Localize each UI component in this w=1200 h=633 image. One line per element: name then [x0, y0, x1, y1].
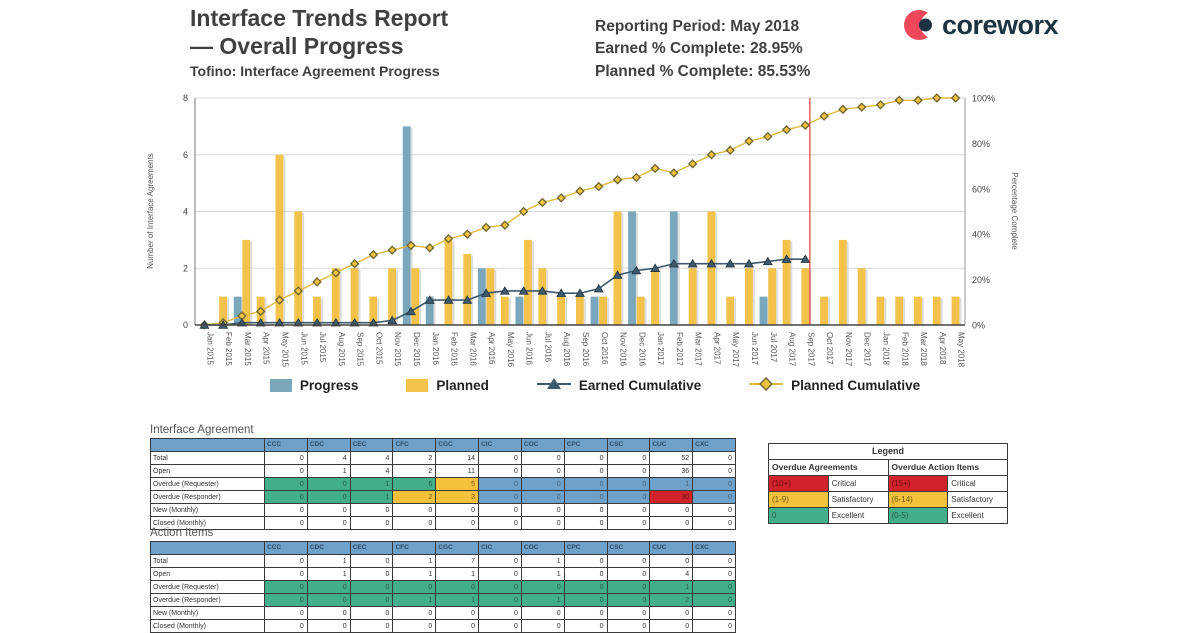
column-header: CPC: [564, 439, 607, 452]
svg-text:60%: 60%: [972, 184, 991, 195]
value-cell: 0: [393, 517, 436, 530]
corner-header-cell: [151, 439, 265, 452]
value-cell: 0: [265, 555, 308, 568]
value-cell: 0: [479, 568, 522, 581]
value-cell: 0: [564, 491, 607, 504]
value-cell: 0: [479, 594, 522, 607]
action-items-table: [150, 541, 736, 633]
report-info-block: [595, 16, 810, 83]
svg-text:May 2016: May 2016: [505, 332, 515, 368]
column-header: CIC: [479, 439, 522, 452]
value-cell: 0: [521, 607, 564, 620]
value-cell: 1: [350, 491, 393, 504]
value-cell: 0: [607, 555, 650, 568]
page-title-line2: — Overall Progress: [190, 33, 404, 60]
value-cell: 0: [436, 607, 479, 620]
planned-cumulative-marker-icon: [749, 377, 783, 394]
value-cell: 1: [307, 465, 350, 478]
value-cell: 0: [307, 504, 350, 517]
chart-legend: [155, 377, 1035, 394]
svg-text:Aug 2015: Aug 2015: [336, 332, 346, 367]
value-cell: 0: [564, 581, 607, 594]
value-cell: 0: [564, 504, 607, 517]
value-cell: 1: [307, 555, 350, 568]
svg-text:Oct 2016: Oct 2016: [599, 332, 609, 365]
column-header: CXC: [693, 542, 736, 555]
value-cell: 0: [607, 594, 650, 607]
value-cell: 0: [307, 620, 350, 633]
value-cell: 0: [521, 465, 564, 478]
value-cell: 6: [393, 478, 436, 491]
svg-text:Oct 2015: Oct 2015: [374, 332, 384, 365]
action-items-title: Action Items: [150, 527, 214, 539]
svg-text:Sep 2017: Sep 2017: [806, 332, 816, 367]
svg-text:Oct 2017: Oct 2017: [825, 332, 835, 365]
legend-label: Progress: [299, 378, 359, 393]
column-header: CPC: [564, 542, 607, 555]
value-cell: 0: [693, 478, 736, 491]
interface-agreement-title: Interface Agreement: [150, 424, 254, 436]
value-cell: 0: [479, 620, 522, 633]
value-cell: 0: [564, 568, 607, 581]
value-cell: 0: [607, 465, 650, 478]
value-cell: 1: [350, 478, 393, 491]
svg-text:Mar 2016: Mar 2016: [468, 332, 478, 366]
value-cell: 7: [436, 555, 479, 568]
value-cell: 0: [521, 581, 564, 594]
value-cell: 2: [393, 491, 436, 504]
value-cell: 1: [393, 568, 436, 581]
value-cell: 0: [607, 504, 650, 517]
value-cell: 0: [693, 594, 736, 607]
progress-swatch-icon: [270, 379, 292, 392]
value-cell: 0: [350, 568, 393, 581]
svg-text:Jan 2015: Jan 2015: [205, 332, 215, 365]
value-cell: 0: [265, 581, 308, 594]
value-cell: 0: [265, 620, 308, 633]
table-row: [151, 607, 736, 620]
corner-header-cell: [151, 542, 265, 555]
value-cell: 0: [436, 620, 479, 633]
svg-text:100%: 100%: [972, 93, 996, 104]
value-cell: 0: [350, 607, 393, 620]
column-header: CSC: [607, 439, 650, 452]
column-header: CGC: [436, 542, 479, 555]
legend-label: Planned: [436, 378, 489, 393]
value-cell: 4: [307, 452, 350, 465]
column-header: CSC: [607, 542, 650, 555]
value-cell: 0: [607, 517, 650, 530]
value-cell: 0: [650, 620, 693, 633]
row-label: Open: [151, 465, 265, 478]
value-cell: 0: [265, 465, 308, 478]
column-header: COC: [521, 439, 564, 452]
action-items-status-label: Excellent: [948, 508, 1008, 524]
svg-text:Aug 2017: Aug 2017: [787, 332, 797, 367]
value-cell: 0: [393, 620, 436, 633]
table-row: [151, 465, 736, 478]
value-cell: 0: [307, 491, 350, 504]
value-cell: 36: [650, 465, 693, 478]
action-items-status-label: Satisfactory: [948, 492, 1008, 508]
value-cell: 1: [521, 594, 564, 607]
value-cell: 0: [350, 555, 393, 568]
page-title: [190, 4, 448, 60]
svg-text:Apr 2016: Apr 2016: [487, 332, 497, 365]
value-cell: 0: [564, 620, 607, 633]
action-items-range: (0-5): [888, 508, 948, 524]
row-label: Total: [151, 555, 265, 568]
value-cell: 0: [607, 581, 650, 594]
value-cell: 0: [564, 465, 607, 478]
svg-text:8: 8: [182, 93, 188, 103]
value-cell: 0: [650, 555, 693, 568]
value-cell: 2: [650, 594, 693, 607]
value-cell: 0: [350, 517, 393, 530]
legend-item-planned-cumulative: [749, 377, 920, 394]
column-header: CDC: [307, 542, 350, 555]
svg-text:May 2015: May 2015: [280, 332, 290, 368]
value-cell: 0: [479, 555, 522, 568]
svg-text:Dec 2015: Dec 2015: [411, 332, 421, 367]
table-row: [151, 491, 736, 504]
value-cell: 0: [693, 581, 736, 594]
value-cell: 0: [564, 478, 607, 491]
value-cell: 0: [307, 517, 350, 530]
svg-text:0: 0: [182, 320, 188, 330]
value-cell: 0: [521, 620, 564, 633]
agreements-status-label: Satisfactory: [828, 492, 888, 508]
value-cell: 4: [350, 452, 393, 465]
svg-text:Sep 2016: Sep 2016: [581, 332, 590, 367]
value-cell: 0: [393, 581, 436, 594]
svg-text:80%: 80%: [972, 138, 991, 149]
status-legend-row: [769, 508, 1008, 524]
action-items-range: (15+): [888, 476, 948, 492]
value-cell: 0: [693, 555, 736, 568]
value-cell: 1: [521, 555, 564, 568]
value-cell: 0: [350, 620, 393, 633]
table-row: [151, 581, 736, 594]
svg-text:Feb 2015: Feb 2015: [224, 332, 234, 366]
value-cell: 3: [436, 491, 479, 504]
table-row: [151, 620, 736, 633]
value-cell: 0: [265, 478, 308, 491]
value-cell: 0: [479, 478, 522, 491]
svg-text:Apr 2015: Apr 2015: [261, 332, 271, 365]
value-cell: 0: [693, 607, 736, 620]
table-row: [151, 555, 736, 568]
page-subtitle: Tofino: Interface Agreement Progress: [190, 63, 440, 80]
svg-text:6: 6: [182, 149, 188, 160]
agreements-range: (1-9): [769, 492, 829, 508]
value-cell: 0: [265, 504, 308, 517]
agreements-status-label: Critical: [828, 476, 888, 492]
row-label: Overdue (Requester): [151, 478, 265, 491]
coreworx-logo-text: coreworx: [942, 9, 1059, 40]
svg-text:Feb 2018: Feb 2018: [900, 332, 910, 366]
svg-text:Jan 2017: Jan 2017: [656, 332, 666, 365]
row-label: Overdue (Responder): [151, 491, 265, 504]
svg-text:Apr 2018: Apr 2018: [937, 332, 947, 365]
value-cell: 0: [479, 607, 522, 620]
svg-text:Jun 2017: Jun 2017: [750, 332, 760, 365]
value-cell: 0: [650, 504, 693, 517]
value-cell: 0: [521, 491, 564, 504]
legend-label: Earned Cumulative: [578, 378, 702, 393]
value-cell: 0: [564, 607, 607, 620]
value-cell: 0: [693, 517, 736, 530]
value-cell: 1: [307, 568, 350, 581]
svg-text:Mar 2015: Mar 2015: [242, 332, 252, 366]
value-cell: 0: [693, 620, 736, 633]
overdue-action-items-header: Overdue Action Items: [888, 460, 1008, 476]
svg-text:Apr 2017: Apr 2017: [712, 332, 722, 365]
overdue-agreements-header: Overdue Agreements: [769, 460, 889, 476]
action-items-section: [150, 527, 736, 633]
svg-text:20%: 20%: [972, 275, 991, 286]
value-cell: 0: [650, 607, 693, 620]
value-cell: 0: [607, 478, 650, 491]
value-cell: 0: [307, 581, 350, 594]
value-cell: 0: [607, 491, 650, 504]
value-cell: 0: [564, 555, 607, 568]
earned-cumulative-marker-icon: [537, 377, 571, 394]
table-row: [151, 452, 736, 465]
svg-text:May 2018: May 2018: [956, 332, 966, 368]
svg-text:Dec 2016: Dec 2016: [637, 332, 647, 367]
row-label: Total: [151, 452, 265, 465]
svg-text:Mar 2017: Mar 2017: [693, 332, 703, 366]
value-cell: 0: [607, 568, 650, 581]
status-legend-table: [768, 443, 1008, 524]
value-cell: 2: [393, 465, 436, 478]
interface-agreement-table: [150, 438, 736, 530]
row-label: Overdue (Responder): [151, 594, 265, 607]
value-cell: 0: [265, 607, 308, 620]
agreements-range: 0: [769, 508, 829, 524]
svg-text:Aug 2016: Aug 2016: [562, 332, 572, 367]
value-cell: 0: [693, 465, 736, 478]
value-cell: 0: [521, 504, 564, 517]
value-cell: 0: [265, 594, 308, 607]
value-cell: 1: [393, 555, 436, 568]
value-cell: 0: [479, 581, 522, 594]
svg-text:Jun 2016: Jun 2016: [524, 332, 534, 365]
status-legend-row: [769, 492, 1008, 508]
value-cell: 0: [436, 504, 479, 517]
value-cell: 1: [650, 478, 693, 491]
column-header: CUC: [650, 439, 693, 452]
earned-percent-complete: Earned % Complete: 28.95%: [595, 40, 803, 58]
column-header: CEC: [350, 439, 393, 452]
action-items-range: (6-14): [888, 492, 948, 508]
value-cell: 4: [350, 465, 393, 478]
row-label: Open: [151, 568, 265, 581]
value-cell: 2: [393, 452, 436, 465]
interface-agreement-section: [150, 424, 736, 530]
svg-text:2: 2: [182, 263, 188, 274]
svg-text:May 2017: May 2017: [731, 332, 741, 368]
column-header: COC: [521, 542, 564, 555]
value-cell: 0: [564, 594, 607, 607]
svg-text:Nov 2015: Nov 2015: [393, 332, 403, 367]
page-title-line1: Interface Trends Report: [190, 5, 449, 31]
value-cell: 0: [350, 504, 393, 517]
value-cell: 0: [265, 452, 308, 465]
value-cell: 0: [393, 607, 436, 620]
planned-percent-complete: Planned % Complete: 85.53%: [595, 62, 811, 80]
value-cell: 0: [607, 607, 650, 620]
value-cell: 0: [693, 568, 736, 581]
row-label: Closed (Monthly): [151, 517, 265, 530]
row-label: New (Monthly): [151, 504, 265, 517]
svg-text:Jan 2016: Jan 2016: [430, 332, 440, 365]
value-cell: 1: [436, 594, 479, 607]
value-cell: 1: [393, 594, 436, 607]
value-cell: 0: [479, 504, 522, 517]
value-cell: 0: [307, 607, 350, 620]
value-cell: 4: [650, 568, 693, 581]
svg-text:4: 4: [182, 206, 188, 217]
value-cell: 1: [436, 568, 479, 581]
trends-chart: [140, 88, 1040, 388]
column-header: CDC: [307, 439, 350, 452]
value-cell: 0: [693, 491, 736, 504]
value-cell: 30: [650, 491, 693, 504]
status-legend-row: [769, 476, 1008, 492]
value-cell: 0: [607, 620, 650, 633]
value-cell: 0: [521, 478, 564, 491]
svg-text:Feb 2016: Feb 2016: [449, 332, 459, 366]
svg-text:Sep 2015: Sep 2015: [355, 332, 365, 367]
status-legend-title: Legend: [769, 444, 1008, 460]
value-cell: 0: [307, 594, 350, 607]
svg-text:40%: 40%: [972, 229, 991, 240]
svg-text:Jan 2018: Jan 2018: [881, 332, 891, 365]
column-header: CFC: [393, 542, 436, 555]
svg-text:0%: 0%: [972, 320, 986, 331]
column-header: CCC: [265, 542, 308, 555]
value-cell: 0: [521, 452, 564, 465]
column-header: CCC: [265, 439, 308, 452]
value-cell: 5: [436, 478, 479, 491]
column-header: CFC: [393, 439, 436, 452]
table-row: [151, 594, 736, 607]
value-cell: 0: [393, 504, 436, 517]
value-cell: 14: [436, 452, 479, 465]
value-cell: 52: [650, 452, 693, 465]
svg-text:Nov 2016: Nov 2016: [618, 332, 628, 367]
value-cell: 1: [521, 568, 564, 581]
value-cell: 0: [564, 517, 607, 530]
value-cell: 0: [350, 581, 393, 594]
column-header: CXC: [693, 439, 736, 452]
svg-text:Jun 2015: Jun 2015: [299, 332, 309, 365]
row-label: Closed (Monthly): [151, 620, 265, 633]
svg-text:Percentage Complete: Percentage Complete: [1010, 172, 1019, 250]
coreworx-logo: [903, 8, 1058, 42]
svg-text:Mar 2018: Mar 2018: [919, 332, 929, 366]
value-cell: 1: [650, 581, 693, 594]
value-cell: 0: [607, 452, 650, 465]
svg-text:Feb 2017: Feb 2017: [674, 332, 684, 366]
value-cell: 0: [436, 581, 479, 594]
value-cell: 0: [265, 491, 308, 504]
value-cell: 0: [521, 517, 564, 530]
value-cell: 0: [307, 478, 350, 491]
action-items-status-label: Critical: [948, 476, 1008, 492]
value-cell: 0: [650, 517, 693, 530]
value-cell: 0: [479, 452, 522, 465]
planned-swatch-icon: [406, 379, 428, 392]
legend-item-planned: [406, 378, 489, 393]
value-cell: 11: [436, 465, 479, 478]
value-cell: 0: [436, 517, 479, 530]
svg-text:Jul 2015: Jul 2015: [318, 332, 328, 363]
reporting-period: Reporting Period: May 2018: [595, 18, 800, 35]
legend-label: Planned Cumulative: [791, 378, 921, 393]
legend-item-earned-cumulative: [537, 377, 701, 394]
legend-item-progress: [270, 378, 359, 393]
value-cell: 0: [479, 465, 522, 478]
column-header: CEC: [350, 542, 393, 555]
svg-text:Jul 2017: Jul 2017: [768, 332, 778, 363]
value-cell: 0: [350, 594, 393, 607]
table-row: [151, 568, 736, 581]
column-header: CIC: [479, 542, 522, 555]
svg-text:Jul 2016: Jul 2016: [543, 332, 553, 363]
coreworx-logo-mark-icon: [903, 8, 937, 42]
value-cell: 0: [265, 517, 308, 530]
agreements-status-label: Excellent: [828, 508, 888, 524]
title-block: [190, 4, 448, 79]
column-header: CGC: [436, 439, 479, 452]
table-row: [151, 504, 736, 517]
svg-text:Dec 2017: Dec 2017: [862, 332, 872, 367]
agreements-range: (10+): [769, 476, 829, 492]
svg-text:Nov 2017: Nov 2017: [843, 332, 853, 367]
value-cell: 0: [693, 452, 736, 465]
row-label: Overdue (Requester): [151, 581, 265, 594]
table-row: [151, 478, 736, 491]
value-cell: 0: [564, 452, 607, 465]
row-label: New (Monthly): [151, 607, 265, 620]
value-cell: 0: [265, 568, 308, 581]
value-cell: 0: [693, 504, 736, 517]
column-header: CUC: [650, 542, 693, 555]
svg-text:Number of Interface Agreements: Number of Interface Agreements: [146, 153, 155, 269]
value-cell: 0: [479, 491, 522, 504]
value-cell: 0: [479, 517, 522, 530]
